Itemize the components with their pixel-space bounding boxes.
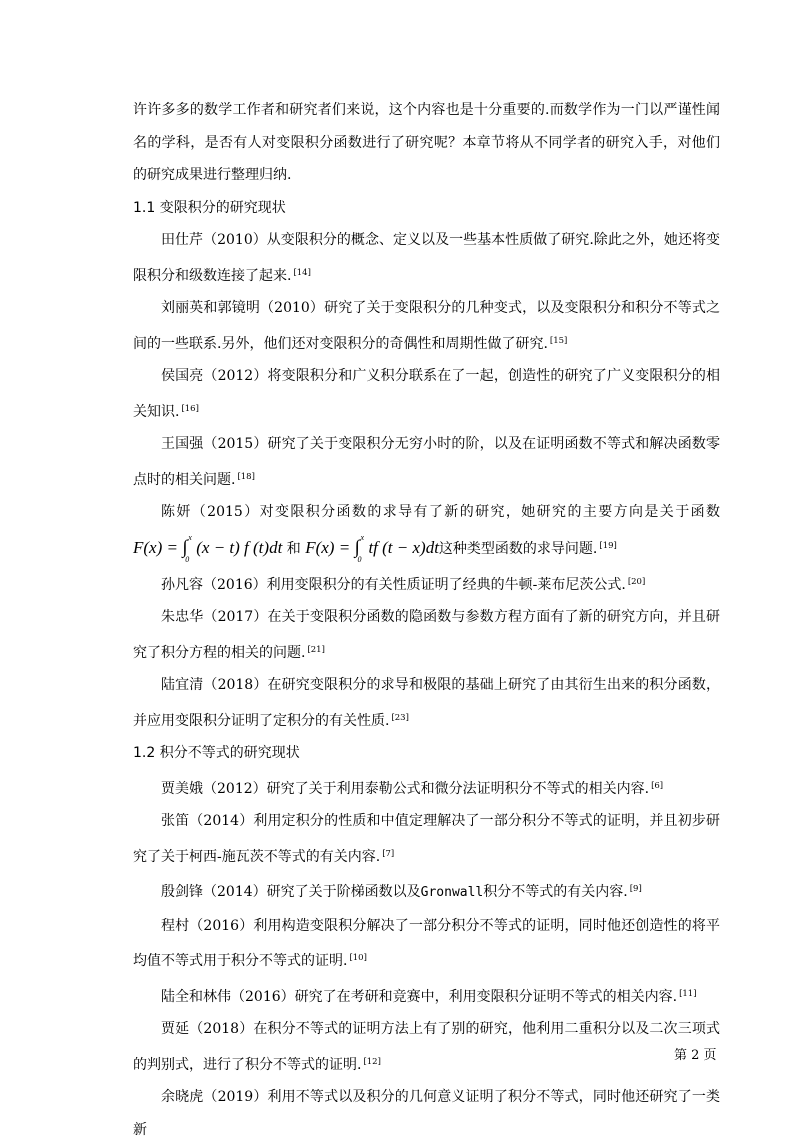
citation: [19]: [599, 540, 617, 551]
paragraph-text: 余晓虎（2019）利用不等式以及积分的几何意义证明了积分不等式，同时他还研究了一类新: [133, 1089, 720, 1138]
paragraph-text: 殷剑锋（2014）研究了关于阶梯函数以及: [161, 884, 421, 900]
paragraph-zhang: [133, 805, 720, 873]
integral-lower-limit: 0: [357, 554, 362, 564]
integral-sign: ∫ x 0: [354, 531, 368, 565]
paragraph-text: 朱忠华（2017）在关于变限积分函数的隐函数与参数方程方面有了新的研究方向，并且研究了积分方程的相关的问题.: [133, 609, 720, 661]
paragraph-liu: [133, 292, 720, 360]
citation: [20]: [627, 576, 646, 587]
paragraph-text: 陆全和林伟（2016）研究了在考研和竞赛中，利用变限积分证明不等式的相关内容.: [161, 988, 678, 1005]
paragraph-sun: [133, 566, 720, 602]
paragraph-yin: [133, 873, 720, 910]
paragraph-wang: [133, 428, 720, 496]
citation: [10]: [349, 953, 367, 963]
citation: [6]: [651, 780, 664, 791]
citation: [18]: [237, 471, 255, 482]
paragraph-hou: [133, 360, 720, 428]
formula-body: (x − t) f (t)dt: [196, 537, 283, 557]
paragraph-cheng: [133, 910, 720, 978]
paragraph-text: 刘丽英和郭镜明（2010）研究了关于变限积分的几种变式，以及变限积分和积分不等式之间的一些联系.另外，他们还对变限积分的奇偶性和周期性做了研究.: [133, 300, 720, 352]
citation: [23]: [391, 712, 409, 723]
paragraph-text: 积分不等式的有关内容.: [483, 884, 628, 900]
paragraph-jiayan: [133, 1013, 720, 1081]
paragraph-text: 程村（2016）利用构造变限积分解决了一部分积分不等式的证明，同时他还创造性的将平均值不等式用于积分不等式的证明.: [133, 917, 720, 969]
citation: [21]: [307, 644, 325, 655]
paragraph-yu: [133, 1081, 720, 1146]
page-number: 第 2 页: [674, 1048, 717, 1063]
section-heading-1-1: 1.1 变限积分的研究现状: [133, 199, 286, 216]
integral-sign: ∫ x 0: [182, 531, 196, 565]
citation: [11]: [679, 988, 697, 999]
formula-1: [133, 532, 283, 564]
citation: [9]: [629, 884, 642, 894]
paragraph-text: 王国强（2015）研究了关于变限积分无穷小时的阶，以及在证明函数不等式和解决函数零点时的相关问题.: [133, 436, 720, 488]
paragraph-lu: [133, 669, 720, 737]
section-heading-1-2: 1.2 积分不等式的研究现状: [133, 745, 300, 761]
integral-lower-limit: 0: [185, 554, 190, 564]
conjunction: 和: [286, 540, 301, 557]
paragraph-jia: [133, 770, 720, 806]
citation: [15]: [549, 335, 568, 346]
paragraph-text: 贾延（2018）在积分不等式的证明方法上有了别的研究，他利用二重积分以及二次三项式的判别式，进行了积分不等式的证明.: [133, 1021, 720, 1073]
intro-paragraph: 许许多多的数学工作者和研究者们来说，这个内容也是十分重要的.而数学作为一门以严谨性闻名的学科，是否有人对变限积分函数进行了研究呢？本章节将从不同学者的研究入手，对他们的研究成果进行整理归纳.: [133, 102, 720, 183]
paragraph-tian: [133, 224, 720, 292]
paragraph-text: 张笛（2014）利用定积分的性质和中值定理解决了一部分积分不等式的证明，并且初步研究了关于柯西-施瓦茨不等式的有关内容.: [133, 813, 720, 865]
citation: [14]: [293, 267, 311, 278]
paragraph-text: 陈妍（2015）对变限积分函数的求导有了新的研究，她研究的主要方向是关于函数: [161, 504, 720, 520]
gronwall-term: Gronwall: [420, 885, 484, 900]
paragraph-text: 田仕芹（2010）从变限积分的概念、定义以及一些基本性质做了研究.除此之外，她还将变限积分和级数连接了起来.: [133, 232, 720, 284]
paragraph-text: 贾美娥（2012）研究了关于利用泰勒公式和微分法证明积分不等式的相关内容.: [161, 780, 650, 797]
paragraph-luquan: [133, 978, 720, 1014]
paragraph-zhu: [133, 601, 720, 669]
paragraph-chen: [133, 496, 720, 529]
paragraph-text: 陆宜清（2018）在研究变限积分的求导和极限的基础上研究了由其衍生出来的积分函数，并应用变限积分证明了定积分的有关性质.: [133, 677, 720, 729]
paragraph-text: 侯国亮（2012）将变限积分和广义积分联系在了一起，创造性的研究了广义变限积分的相关知识.: [133, 368, 720, 420]
paragraph-text: 孙凡容（2016）利用变限积分的有关性质证明了经典的牛顿-莱布尼茨公式.: [161, 576, 626, 593]
integral-upper-limit: x: [360, 532, 364, 542]
page-body: [133, 94, 720, 1146]
formula-lhs: F(x) =: [133, 537, 183, 557]
formula-body: tf (t − x)dt: [368, 537, 439, 557]
citation: [16]: [181, 403, 199, 414]
formula-line: [133, 529, 720, 566]
formula-lhs: F(x) =: [305, 537, 355, 557]
paragraph-text: 这种类型函数的求导问题.: [438, 540, 598, 557]
formula-2: [305, 532, 439, 564]
citation: [7]: [382, 848, 395, 859]
integral-upper-limit: x: [188, 532, 192, 542]
citation: [12]: [363, 1056, 381, 1067]
